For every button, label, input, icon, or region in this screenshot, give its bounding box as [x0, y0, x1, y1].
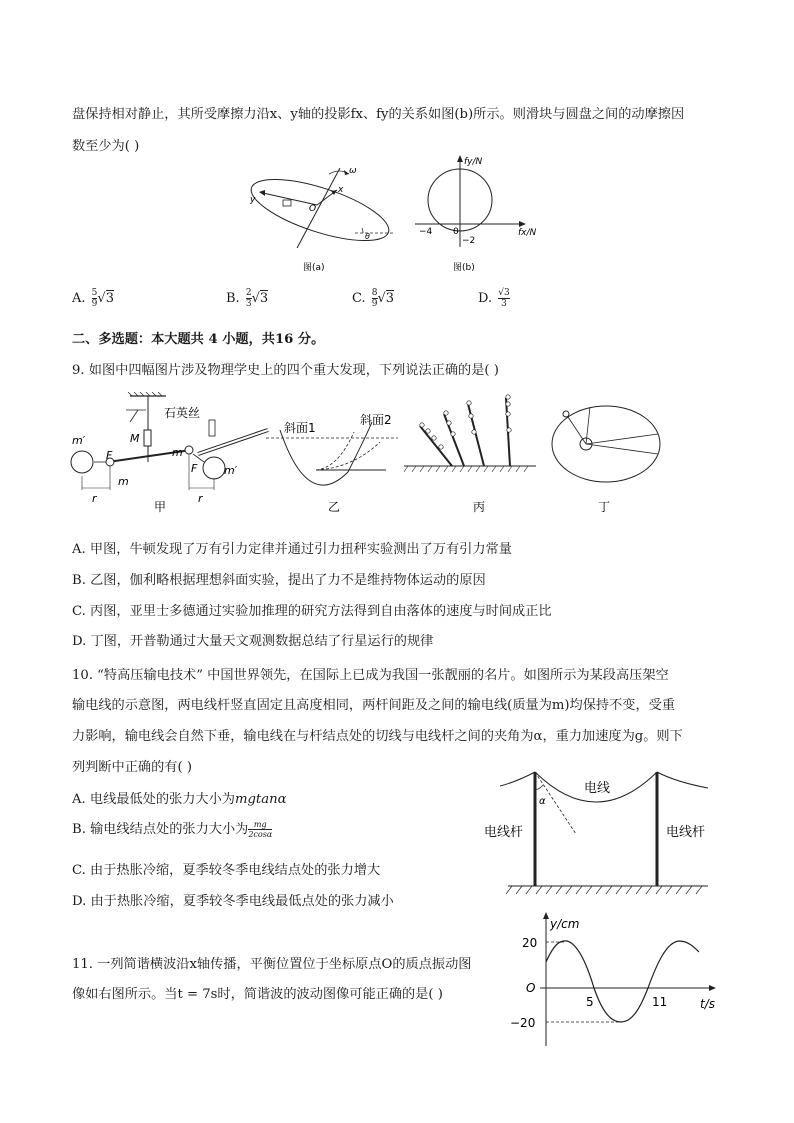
q10-stem-line2: 输电线的示意图，两电线杆竖直固定且高度相同，两杆间距及之间的输电线(质量为m)均保持不变，受重	[72, 698, 676, 713]
label-jia: 甲	[154, 500, 167, 514]
fig-a-origin-label: O	[309, 204, 317, 214]
q9-option-a[interactable]: A. 甲图，牛顿发现了万有引力定律并通过引力扭秤实验测出了万有引力常量	[72, 542, 512, 557]
fig-b-minus4: −4	[419, 227, 433, 237]
q10-figure-power-line	[480, 768, 720, 898]
q9-stem: 9. 如图中四幅图片涉及物理学史上的四个重大发现，下列说法正确的是( )	[72, 363, 499, 378]
pole-right-label: 电线杆	[666, 825, 706, 840]
pole-left-label: 电线杆	[484, 825, 524, 840]
label-ding: 丁	[598, 500, 611, 514]
svg-text:M: M	[130, 432, 140, 445]
q10-option-b[interactable]: B. 输电线结点处的张力大小为 $\frac{mg}{2\cos\alpha}$	[72, 820, 273, 839]
q11-ytick-minus20: −20	[510, 1016, 536, 1030]
q8-option-c[interactable]: C. $\frac{8}{9}$ √3	[352, 288, 395, 309]
fy-axis-label: fy/N	[464, 157, 483, 167]
q11-xtick-5: 5	[586, 995, 594, 1009]
q10-stem-line4: 列判断中正确的有( )	[72, 760, 192, 775]
figure-ding	[552, 406, 660, 514]
omega-label: ω	[349, 166, 357, 176]
q11-vibration-graph	[506, 910, 726, 1050]
fig-b-caption: 图(b)	[453, 263, 475, 273]
q11-origin: O	[526, 981, 536, 995]
q11-ytick-20: 20	[522, 936, 538, 950]
svg-text:m′: m′	[224, 464, 238, 477]
svg-text:石英丝: 石英丝	[164, 406, 201, 420]
q10-stem-line3: 力影响，输电线会自然下垂，输电线在与杆结点处的切线与电线杆之间的夹角为α，重力加速度为g。则下	[72, 729, 683, 744]
q10-option-c[interactable]: C. 由于热胀冷缩，夏季较冬季电线结点处的张力增大	[72, 863, 381, 878]
q10-stem-line1: 10. “特高压输电技术” 中国世界领先，在国际上已成为我国一张靓丽的名片。如图所示为某段高压架空	[72, 668, 669, 683]
q9-figures	[68, 392, 668, 520]
svg-text:斜面1: 斜面1	[284, 421, 316, 435]
q8-figure-a	[245, 160, 405, 275]
svg-text:m: m	[118, 475, 129, 488]
q11-ylabel: y/cm	[550, 917, 580, 931]
q11-stem-line2: 像如右图所示。当t = 7s时，简谐波的波动图像可能正确的是( )	[72, 987, 443, 1002]
label-yi: 乙	[328, 500, 341, 514]
q9-option-d[interactable]: D. 丁图，开普勒通过大量天文观测数据总结了行星运行的规律	[72, 634, 434, 649]
fig-a-x-label: x	[338, 185, 344, 195]
q8-option-d[interactable]: D. $\frac{√3}{3}$	[478, 288, 510, 309]
alpha-label: α	[539, 796, 546, 807]
q8-option-b[interactable]: B. $\frac{2}{3}$ √3	[226, 288, 269, 309]
label-bing: 丙	[473, 500, 486, 514]
svg-text:F: F	[191, 462, 198, 475]
q11-xlabel: t/s	[700, 997, 715, 1011]
wire-label: 电线	[584, 781, 611, 796]
theta-label: θ	[365, 232, 370, 241]
svg-text:r: r	[198, 492, 203, 505]
svg-text:F: F	[106, 449, 113, 462]
figure-jia	[71, 392, 268, 514]
q8-stem-line1: 盘保持相对静止，其所受摩擦力沿x、y轴的投影fx、fy的关系如图(b)所示。则滑块与圆盘之间的动摩擦因	[72, 107, 685, 122]
fig-b-minus2: −2	[462, 236, 476, 246]
q9-option-c[interactable]: C. 丙图，亚里士多德通过实验加推理的研究方法得到自由落体的速度与时间成正比	[72, 604, 552, 619]
q10-option-d[interactable]: D. 由于热胀冷缩，夏季较冬季电线最低点处的张力减小	[72, 894, 394, 909]
svg-text:m: m	[172, 446, 183, 459]
section-2-header: 二、多选题：本大题共 4 小题，共16 分。	[72, 332, 325, 347]
q11-xtick-11: 11	[652, 995, 668, 1009]
figure-bing	[404, 395, 536, 514]
svg-text:r: r	[92, 492, 97, 505]
q8-stem-line2: 数至少为( )	[72, 139, 140, 154]
q11-stem-line1: 11. 一列简谐横波沿x轴传播，平衡位置位于坐标原点O的质点振动图	[72, 957, 472, 972]
q8-figure-b	[413, 152, 548, 275]
svg-text:斜面2: 斜面2	[360, 413, 392, 427]
q9-option-b[interactable]: B. 乙图，伽利略根据理想斜面实验，提出了力不是维持物体运动的原因	[72, 573, 486, 588]
fig-b-zero: 0	[453, 227, 459, 237]
svg-text:m′: m′	[72, 434, 86, 447]
fig-a-caption: 图(a)	[303, 263, 325, 273]
fx-axis-label: fx/N	[518, 228, 537, 238]
fig-a-y-label: y	[250, 195, 256, 205]
figure-yi	[266, 412, 398, 514]
q10-option-a[interactable]: A. 电线最低处的张力大小为mgtanα	[72, 792, 287, 807]
q8-option-a[interactable]: A. $\frac{5}{9}$ √3	[72, 288, 114, 309]
